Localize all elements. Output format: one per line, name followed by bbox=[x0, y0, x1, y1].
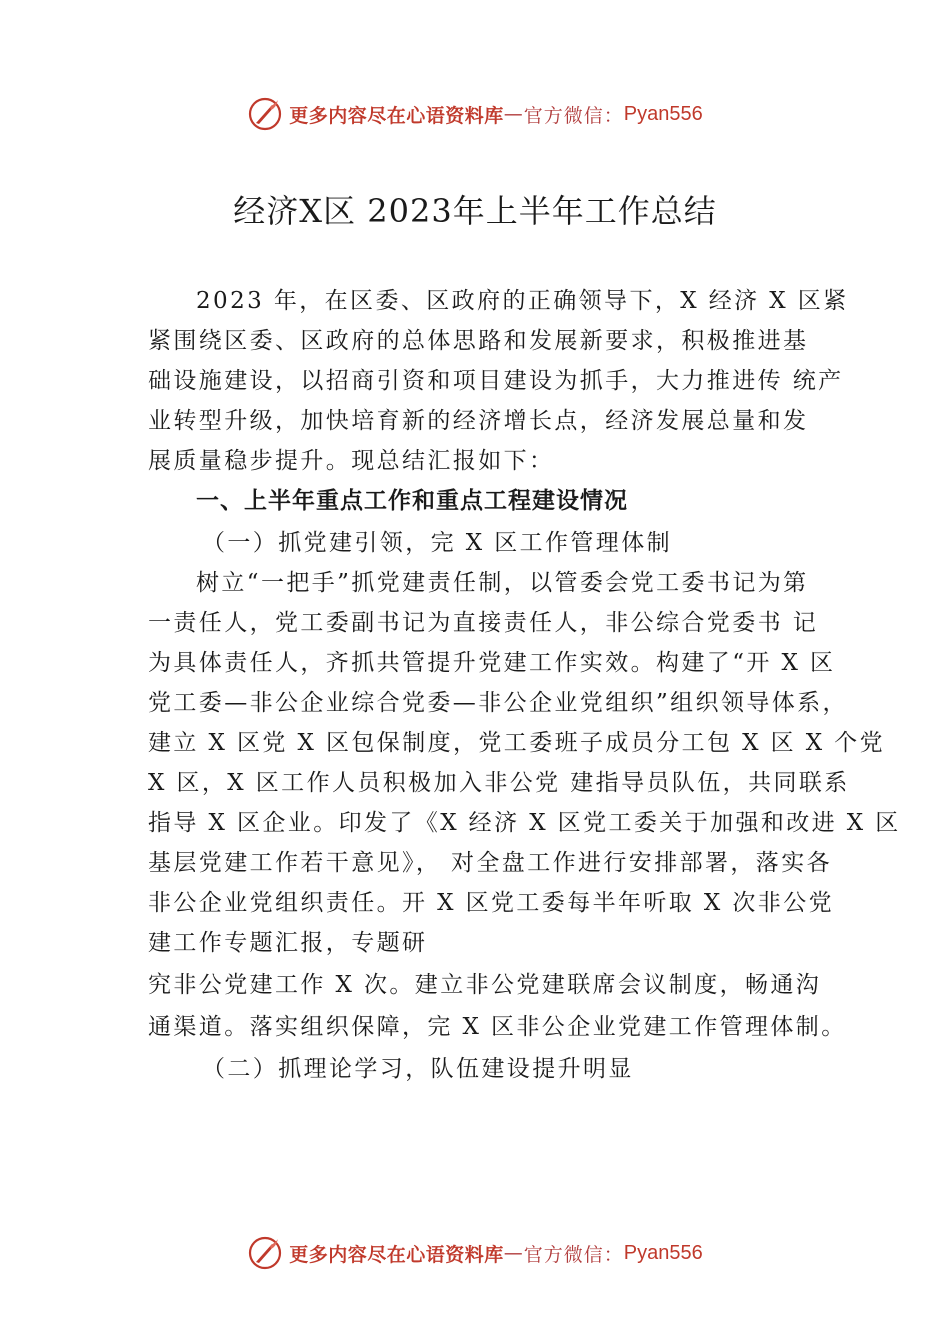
watermark-wechat-label: 官方微信： bbox=[523, 1243, 624, 1266]
body-line-1: 树立“一把手”抓党建责任制，以管委会党工委书记为第 bbox=[196, 570, 809, 596]
watermark-wechat-id: Pyan556 bbox=[623, 1241, 703, 1264]
watermark-banner-bottom bbox=[0, 1233, 950, 1273]
body-line-4: 党工委—非公企业综合党委—非公企业党组织”组织领导体系， bbox=[148, 690, 848, 716]
watermark-wechat-id: Pyan556 bbox=[623, 102, 703, 125]
quill-logo-icon bbox=[247, 96, 283, 132]
watermark-banner-top bbox=[0, 94, 950, 134]
intro-line-3: 础设施建设，以招商引资和项目建设为抓手，大力推进传 统产 bbox=[148, 368, 844, 394]
subsection-1-heading: （一）抓党建引领，完 X 区工作管理体制 bbox=[202, 530, 672, 556]
watermark-brand: 更多内容尽在心语资料库 bbox=[289, 104, 504, 127]
body-line-5: 建立 X 区党 X 区包保制度，党工委班子成员分工包 X 区 X 个党 bbox=[148, 730, 885, 756]
intro-line-4: 业转型升级，加快培育新的经济增长点，经济发展总量和发 bbox=[148, 408, 809, 434]
body-line-11: 究非公党建工作 X 次。建立非公党建联席会议制度，畅通沟 bbox=[148, 972, 822, 998]
watermark-wechat-label: 官方微信： bbox=[523, 104, 624, 127]
body-line-10: 建工作专题汇报，专题研 bbox=[148, 930, 428, 956]
intro-line-5: 展质量稳步提升。现总结汇报如下： bbox=[148, 448, 555, 474]
body-line-8: 基层党建工作若干意见》， 对全盘工作进行安排部署，落实各 bbox=[148, 850, 833, 876]
section-1-heading: 一、上半年重点工作和重点工程建设情况 bbox=[196, 488, 628, 514]
watermark-separator: — bbox=[503, 1242, 524, 1264]
body-line-7: 指导 X 区企业。印发了《X 经济 X 区党工委关于加强和改进 X 区 bbox=[148, 810, 901, 836]
body-line-2: 一责任人，党工委副书记为直接责任人，非公综合党委书 记 bbox=[148, 610, 819, 636]
body-line-6: X 区，X 区工作人员积极加入非公党 建指导员队伍，共同联系 bbox=[148, 770, 850, 796]
body-line-12: 通渠道。落实组织保障，完 X 区非公企业党建工作管理体制。 bbox=[148, 1014, 847, 1040]
watermark-separator: — bbox=[503, 103, 524, 125]
watermark-brand: 更多内容尽在心语资料库 bbox=[289, 1243, 504, 1266]
document-title: 经济X区 2023年上半年工作总结 bbox=[233, 192, 717, 230]
intro-line-2: 紧围绕区委、区政府的总体思路和发展新要求，积极推进基 bbox=[148, 328, 809, 354]
body-line-3: 为具体责任人，齐抓共管提升党建工作实效。构建了“开 X 区 bbox=[148, 650, 836, 676]
intro-line-1: 2023 年，在区委、区政府的正确领导下，X 经济 X 区紧 bbox=[196, 288, 849, 314]
subsection-2-heading: （二）抓理论学习，队伍建设提升明显 bbox=[202, 1056, 634, 1082]
quill-logo-icon bbox=[247, 1235, 283, 1271]
body-line-9: 非公企业党组织责任。开 X 区党工委每半年听取 X 次非公党 bbox=[148, 890, 834, 916]
